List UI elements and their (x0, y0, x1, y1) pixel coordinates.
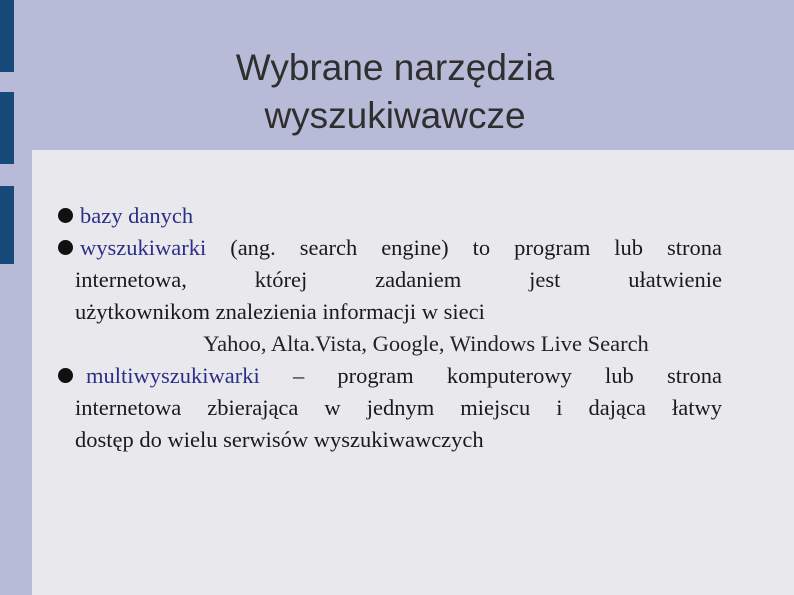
bullet-dot-icon (58, 368, 73, 383)
metasearch-def-line1: – program komputerowy lub strona (259, 363, 722, 388)
term-search-engines: wyszukiwarki (80, 235, 207, 260)
slide-title-line1: Wybrane narzędzia (235, 47, 555, 88)
metasearch-def-line3: dostęp do wielu serwisów wyszukiwawczych (75, 427, 484, 452)
accent-bar-top (0, 0, 14, 72)
accent-bar-bottom (0, 186, 14, 264)
list-item-metasearch (50, 360, 722, 392)
search-engines-def-line3: użytkownikom znalezienia informacji w sieci (75, 299, 485, 324)
bullet-dot-icon (58, 240, 73, 255)
metasearch-def-line2: internetowa zbierająca w jednym miejscu i dająca łatwy (75, 395, 722, 420)
search-engine-examples: Yahoo, Alta.Vista, Google, Windows Live Search (203, 331, 649, 356)
bullet-dot-icon (58, 208, 73, 223)
accent-bar-middle (0, 92, 14, 164)
bullet-list (50, 200, 722, 456)
slide-title (130, 44, 660, 140)
search-engines-def-line1: (ang. search engine) to program lub strona (206, 235, 722, 260)
list-item-search-engines (50, 232, 722, 264)
term-databases: bazy danych (80, 203, 194, 228)
slide-title-line2: wyszukiwawcze (264, 95, 526, 136)
term-metasearch: multiwyszukiwarki (86, 363, 260, 388)
search-engines-def-line2: internetowa, której zadaniem jest ułatwienie (75, 267, 722, 292)
list-item-databases (50, 200, 722, 232)
